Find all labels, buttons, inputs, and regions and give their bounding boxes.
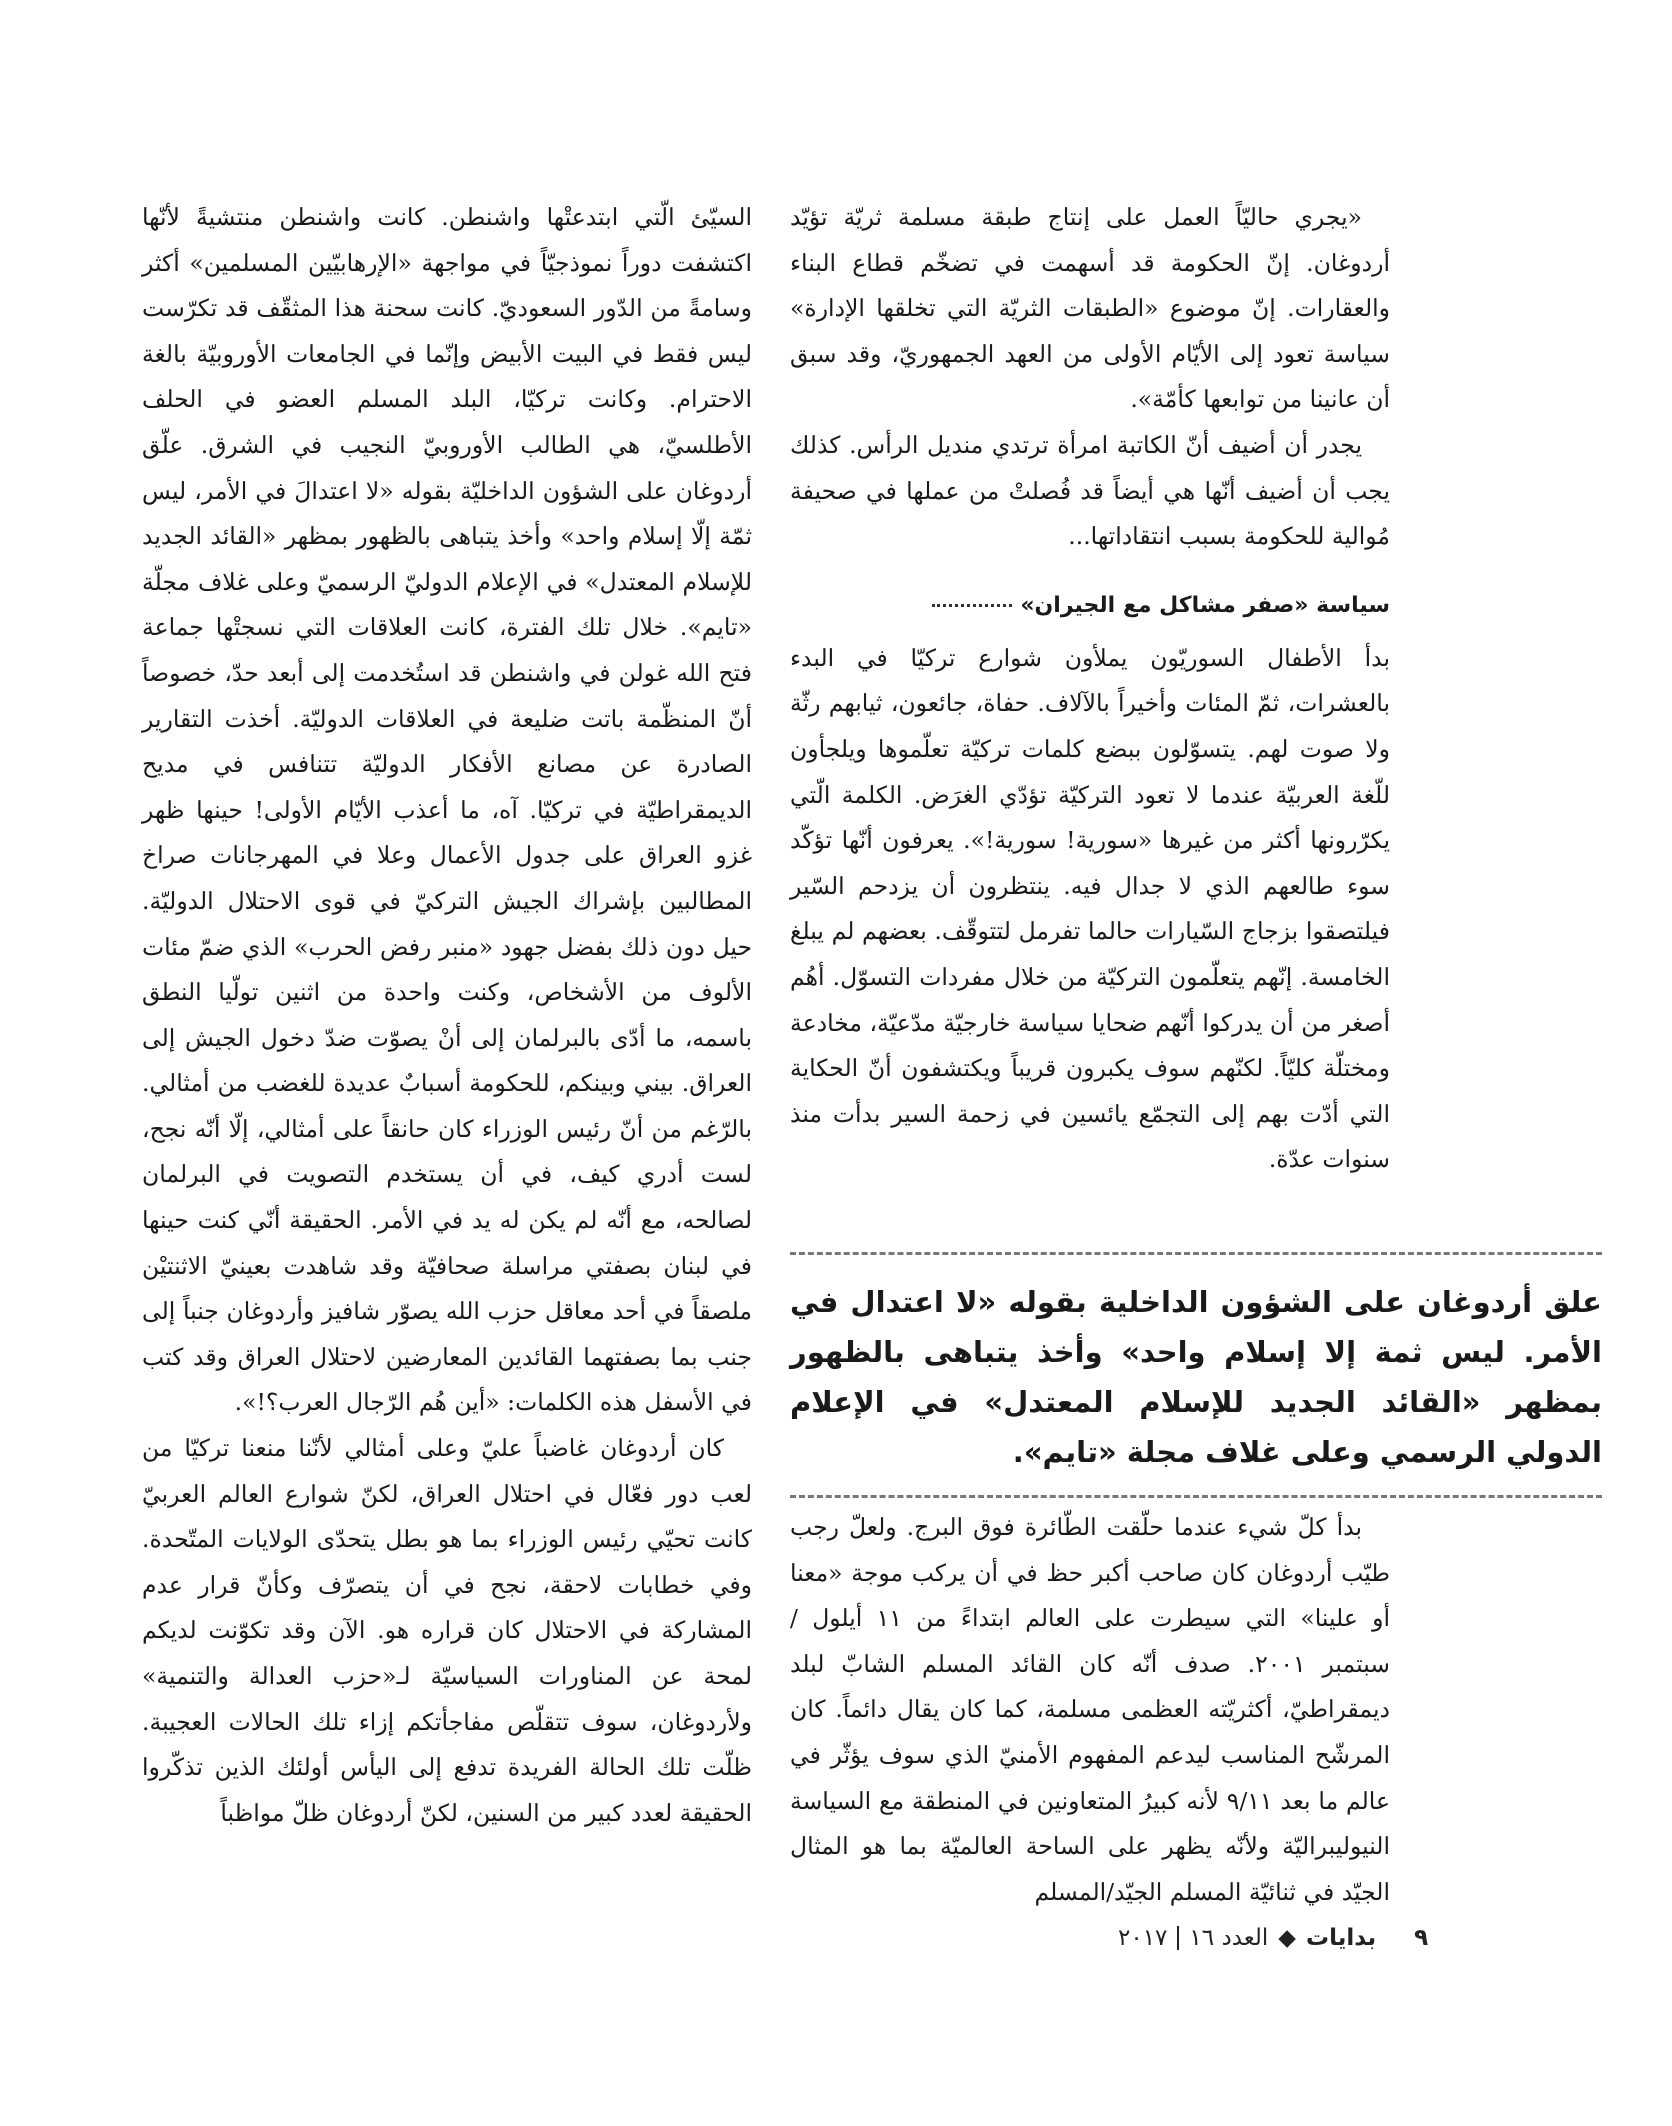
diamond-icon: ◆ [1278, 1925, 1296, 1951]
paragraph: بدأ كلّ شيء عندما حلّقت الطّائرة فوق البرج. ولعلّ رجب طيّب أردوغان كان صاحب أكبر حظ في أن يركب موجة «معنا أو علينا» التي سيطرت على العالم ابتداءً من ١١ أيلول / سبتمبر ٢٠٠١. صدف أنّه كان القائد المسلم الشابّ لبلد ديمقراطيّ، أكثريّته العظمى مسلمة، كما كان يقال دائماً. كان المرشّح المناسب ليدعم المفهوم الأمنيّ الذي سوف يؤثّر في عالم ما بعد ٩/١١ لأنه كبيرُ المتعاونين في المنطقة مع السياسة النيوليبراليّة ولأنّه يظهر على الساحة العالميّة بما هو المثال الجيّد في ثنائيّة المسلم الجيّد/المسلم [790, 1513, 1391, 1906]
paragraph: «يجري حاليّاً العمل على إنتاج طبقة مسلمة ثريّة تؤيّد أردوغان. إنّ الحكومة قد أسهمت في تضخّم قطاع البناء والعقارات. إنّ موضوع «الطبقات الثريّة التي تخلقها الإدارة» سياسة تعود إلى الأيّام الأولى من العهد الجمهوريّ، وقد سبق أن عانينا من توابعها كأمّة». [790, 203, 1390, 414]
page-footer [1118, 1925, 1428, 1951]
paragraph: بدأ الأطفال السوريّون يملأون شوارع تركيّا في البدء بالعشرات، ثمّ المئات وأخيراً بالآلاف. حفاة، جائعون، ثيابهم رثّة ولا صوت لهم. يتسوّلون ببضع كلمات تركيّة تعلّموها ويلجأون للّغة العربيّة عندما لا تعود التركيّة تؤدّي الغرَض. الكلمة الّتي يكرّرونها أكثر من غيرها «سورية! سورية!». يعرفون أنّها تؤكّد سوء طالعهم الذي لا جدال فيه. ينتظرون أن يزدحم السّير فيلتصقوا بزجاج السّيارات حالما تفرمل لتتوقّف. بعضهم لم يبلغ الخامسة. إنّهم يتعلّمون التركيّة من خلال مفردات التسوّل. أهُم أصغر من أن يدركوا أنّهم ضحايا سياسة خارجيّة مدّعيّة، مخادعة ومختلّة كليّاً. لكنّهم سوف يكبرون قريباً ويكتشفون أنّ الحكاية التي أدّت بهم إلى التجمّع يائسين في زحمة السير بدأت منذ سنوات عدّة. [790, 643, 1390, 1174]
right-column-bottom [790, 1505, 1390, 1915]
pull-quote-box [790, 1252, 1602, 1498]
left-column [142, 195, 752, 1836]
paragraph: السيّئ الّتي ابتدعتْها واشنطن. كانت واشنطن منتشيةً لأنّها اكتشفت دوراً نموذجيّاً في مواجهة «الإرهابيّين المسلمين» أكثر وسامةً من الدّور السعوديّ. كانت سحنة هذا المثقّف قد تكرّست ليس فقط في البيت الأبيض وإنّما في الجامعات الأوروبيّة بالغة الاحترام. وكانت تركيّا، البلد المسلم العضو في الحلف الأطلسيّ، هي الطالب الأوروبيّ النجيب في الشرق. علّق أردوغان على الشؤون الداخليّة بقوله «لا اعتدالَ في الأمر، ليس ثمّة إلّا إسلام واحد» وأخذ يتباهى بالظهور بمظهر «القائد الجديد للإسلام المعتدل» في الإعلام الدوليّ الرسميّ وعلى غلاف مجلّة «تايم». خلال تلك الفترة، كانت العلاقات التي نسجتْها جماعة فتح الله غولن في واشنطن قد استُخدمت إلى أبعد حدّ، خصوصاً أنّ المنظّمة باتت ضليعة في العلاقات الدوليّة. أخذت التقارير الصادرة عن مصانع الأفكار الدوليّة تتنافس في مديح الديمقراطيّة في تركيّا. آه، ما أعذب الأيّام الأولى! حينها ظهر غزو العراق على جدول الأعمال وعلا في المهرجانات صراخ المطالبين بإشراك الجيش التركيّ في قوى الاحتلال الدوليّة. حيل دون ذلك بفضل جهود «منبر رفض الحرب» الذي ضمّ مئات الألوف من الأشخاص، وكنت واحدة من اثنين تولّيا النطق باسمه، ما أدّى بالبرلمان إلى أنْ يصوّت ضدّ دخول الجيش إلى العراق. بيني وبينكم، للحكومة أسبابٌ عديدة للغضب من أمثالي. بالرّغم من أنّ رئيس الوزراء كان حانقاً على أمثالي، إلّا أنّه نجح، لست أدري كيف، في أن يستخدم التصويت في البرلمان لصالحه، مع أنّه لم يكن له يد في الأمر. الحقيقة أنّي كنت حينها في لبنان بصفتي مراسلة صحافيّة وقد شاهدت بعينيّ الاثنتيْن ملصقاً في أحد معاقل حزب الله يصوّر شافيز وأردوغان جنباً إلى جنب بما بصفتهما القائدين المعارضين لاحتلال العراق وقد كتب في الأسفل هذه الكلمات: «أين هُم الرّجال العرب؟!». [142, 203, 752, 1417]
heading-dotted-rule [932, 604, 1012, 607]
section-title: سياسة «صفر مشاكل مع الجيران» [1020, 592, 1390, 618]
paragraph: يجدر أن أضيف أنّ الكاتبة امرأة ترتدي منديل الرأس. كذلك يجب أن أضيف أنّها هي أيضاً قد فُصلتْ من عملها في صحيفة مُوالية للحكومة بسبب انتقاداتها... [790, 430, 1390, 551]
issue-year: ٢٠١٧ [1118, 1925, 1168, 1951]
footer-divider [1177, 1926, 1179, 1950]
section-heading [790, 586, 1390, 626]
right-column-top [790, 195, 1390, 1183]
issue-number: العدد ١٦ [1189, 1925, 1269, 1951]
pull-quote-text: علق أردوغان على الشؤون الداخلية بقوله «لا اعتدال في الأمر. ليس ثمة إلا إسلام واحد» وأخذ يتباهى بالظهور بمظهر «القائد الجديد للإسلام المعتدل» في الإعلام الدولي الرسمي وعلى غلاف مجلة «تايم». [790, 1285, 1602, 1469]
pull-quote-bottom-rule [790, 1495, 1602, 1498]
page-number: ٩ [1414, 1925, 1429, 1951]
magazine-name: بدايات [1305, 1925, 1377, 1951]
paragraph: كان أردوغان غاضباً عليّ وعلى أمثالي لأنّنا منعنا تركيّا من لعب دور فعّال في احتلال العراق، لكنّ شوارع العالم العربيّ كانت تحيّي رئيس الوزراء بما هو بطل يتحدّى الولايات المتّحدة. وفي خطابات لاحقة، نجح في أن يتصرّف وكأنّ قرار عدم المشاركة في الاحتلال كان قراره هو. الآن وقد تكوّنت لديكم لمحة عن المناورات السياسيّة لـ«حزب العدالة والتنمية» ولأردوغان، سوف تتقلّص مفاجأتكم إزاء تلك الحالات العجيبة. ظلّت تلك الحالة الفريدة تدفع إلى اليأس أولئك الذين تذكّروا الحقيقة لعدد كبير من السنين، لكنّ أردوغان ظلّ مواظباً [142, 1434, 752, 1827]
